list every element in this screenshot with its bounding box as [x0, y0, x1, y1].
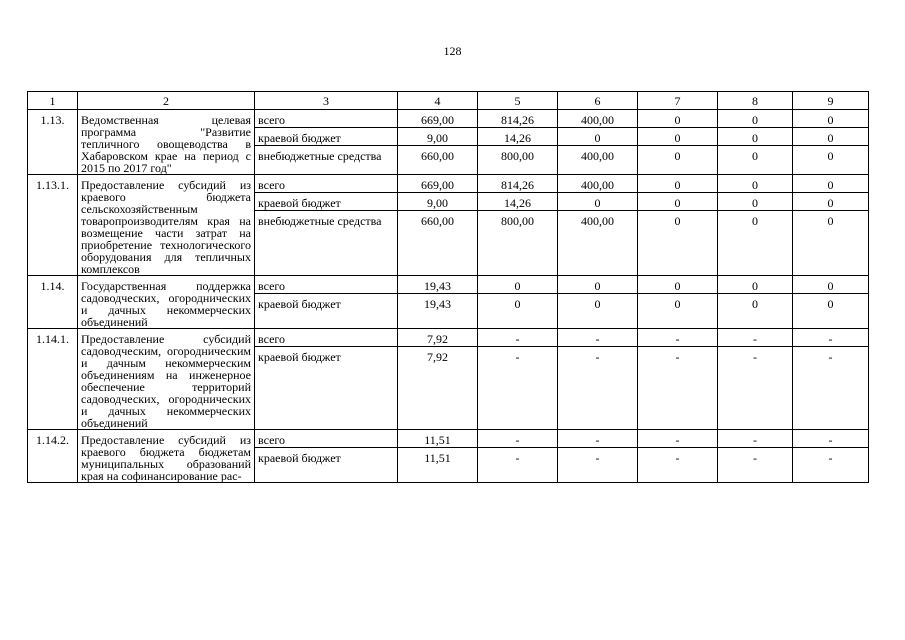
item-description: Государственная поддержка садоводческих, огороднических и дачных некоммерческих объединений [78, 276, 255, 329]
value-cell: 9,00 [398, 193, 478, 211]
funding-source: краевой бюджет [255, 448, 398, 483]
value-cell: 0 [793, 146, 869, 175]
value-cell: 0 [718, 110, 793, 128]
value-cell: 14,26 [478, 193, 558, 211]
header-cell: 7 [638, 92, 718, 110]
value-cell: - [558, 347, 638, 430]
value-cell: 800,00 [478, 211, 558, 276]
value-cell: - [558, 430, 638, 448]
item-description: Предоставление субсидий садоводческим, огородническим и дачным некоммерческим объединениям на инженерное обеспечение территорий садоводческих, огороднических и дачных некоммерческих объединений [78, 329, 255, 430]
table-row [28, 110, 869, 128]
value-cell: 800,00 [478, 146, 558, 175]
value-cell: - [718, 430, 793, 448]
value-cell: 0 [718, 276, 793, 294]
value-cell: - [638, 329, 718, 347]
value-cell: 400,00 [558, 175, 638, 193]
header-cell: 4 [398, 92, 478, 110]
value-cell: 0 [638, 276, 718, 294]
value-cell: 814,26 [478, 110, 558, 128]
value-cell: 7,92 [398, 347, 478, 430]
value-cell: - [718, 329, 793, 347]
funding-source: всего [255, 110, 398, 128]
value-cell: 0 [638, 193, 718, 211]
item-number: 1.13. [28, 110, 78, 175]
value-cell: - [718, 347, 793, 430]
value-cell: 19,43 [398, 294, 478, 329]
table-row [28, 329, 869, 347]
value-cell: 814,26 [478, 175, 558, 193]
value-cell: 0 [638, 175, 718, 193]
value-cell: 0 [718, 146, 793, 175]
value-cell: 669,00 [398, 175, 478, 193]
value-cell: 400,00 [558, 146, 638, 175]
header-cell: 9 [793, 92, 869, 110]
value-cell: - [793, 430, 869, 448]
header-cell: 3 [255, 92, 398, 110]
funding-source: внебюджетные средства [255, 146, 398, 175]
value-cell: 0 [638, 294, 718, 329]
value-cell: 660,00 [398, 146, 478, 175]
funding-source: краевой бюджет [255, 193, 398, 211]
value-cell: 660,00 [398, 211, 478, 276]
value-cell: - [638, 430, 718, 448]
value-cell: 0 [558, 193, 638, 211]
value-cell: 0 [793, 175, 869, 193]
value-cell: 11,51 [398, 430, 478, 448]
value-cell: 19,43 [398, 276, 478, 294]
value-cell: 0 [718, 175, 793, 193]
header-cell: 5 [478, 92, 558, 110]
item-description: Предоставление субсидий из краевого бюджета сельскохозяйственным товаропроизводителям края на возмещение части затрат на приобретение технологического оборудования для тепличных комплексов [78, 175, 255, 276]
value-cell: - [478, 329, 558, 347]
value-cell: 0 [638, 128, 718, 146]
funding-source: краевой бюджет [255, 128, 398, 146]
value-cell: 0 [718, 211, 793, 276]
item-number: 1.14.1. [28, 329, 78, 430]
value-cell: 0 [793, 294, 869, 329]
value-cell: 0 [793, 193, 869, 211]
value-cell: 400,00 [558, 211, 638, 276]
value-cell: 0 [718, 294, 793, 329]
value-cell: 0 [718, 193, 793, 211]
value-cell: 0 [638, 110, 718, 128]
value-cell: - [638, 347, 718, 430]
table-row [28, 175, 869, 193]
value-cell: - [558, 448, 638, 483]
header-row [28, 92, 869, 110]
value-cell: 669,00 [398, 110, 478, 128]
value-cell: - [638, 448, 718, 483]
header-cell: 1 [28, 92, 78, 110]
value-cell: - [793, 347, 869, 430]
value-cell: 14,26 [478, 128, 558, 146]
value-cell: 0 [638, 211, 718, 276]
value-cell: 0 [793, 276, 869, 294]
value-cell: - [478, 448, 558, 483]
table-row [28, 276, 869, 294]
value-cell: - [558, 329, 638, 347]
value-cell: - [718, 448, 793, 483]
value-cell: 7,92 [398, 329, 478, 347]
value-cell: 9,00 [398, 128, 478, 146]
table-row [28, 430, 869, 448]
value-cell: - [793, 329, 869, 347]
value-cell: 0 [478, 294, 558, 329]
item-description: Предоставление субсидий из краевого бюджета бюджетам муниципальных образований края на софинансирование рас- [78, 430, 255, 483]
funding-source: всего [255, 175, 398, 193]
value-cell: 0 [638, 146, 718, 175]
value-cell: 0 [718, 128, 793, 146]
value-cell: - [478, 347, 558, 430]
funding-source: краевой бюджет [255, 294, 398, 329]
header-cell: 8 [718, 92, 793, 110]
value-cell: 400,00 [558, 110, 638, 128]
value-cell: 0 [478, 276, 558, 294]
item-number: 1.14.2. [28, 430, 78, 483]
value-cell: 0 [793, 110, 869, 128]
funding-source: краевой бюджет [255, 347, 398, 430]
item-number: 1.14. [28, 276, 78, 329]
funding-source: всего [255, 430, 398, 448]
value-cell: 0 [558, 276, 638, 294]
value-cell: 0 [793, 211, 869, 276]
item-description: Ведомственная целевая программа "Развитие тепличного овощеводства в Хабаровском крае на период с 2015 по 2017 год" [78, 110, 255, 175]
value-cell: 0 [558, 128, 638, 146]
funding-source: всего [255, 276, 398, 294]
value-cell: - [793, 448, 869, 483]
budget-table [27, 91, 869, 483]
value-cell: - [478, 430, 558, 448]
value-cell: 0 [558, 294, 638, 329]
value-cell: 11,51 [398, 448, 478, 483]
header-cell: 6 [558, 92, 638, 110]
funding-source: внебюджетные средства [255, 211, 398, 276]
item-number: 1.13.1. [28, 175, 78, 276]
page-number: 128 [443, 44, 462, 58]
value-cell: 0 [793, 128, 869, 146]
funding-source: всего [255, 329, 398, 347]
header-cell: 2 [78, 92, 255, 110]
